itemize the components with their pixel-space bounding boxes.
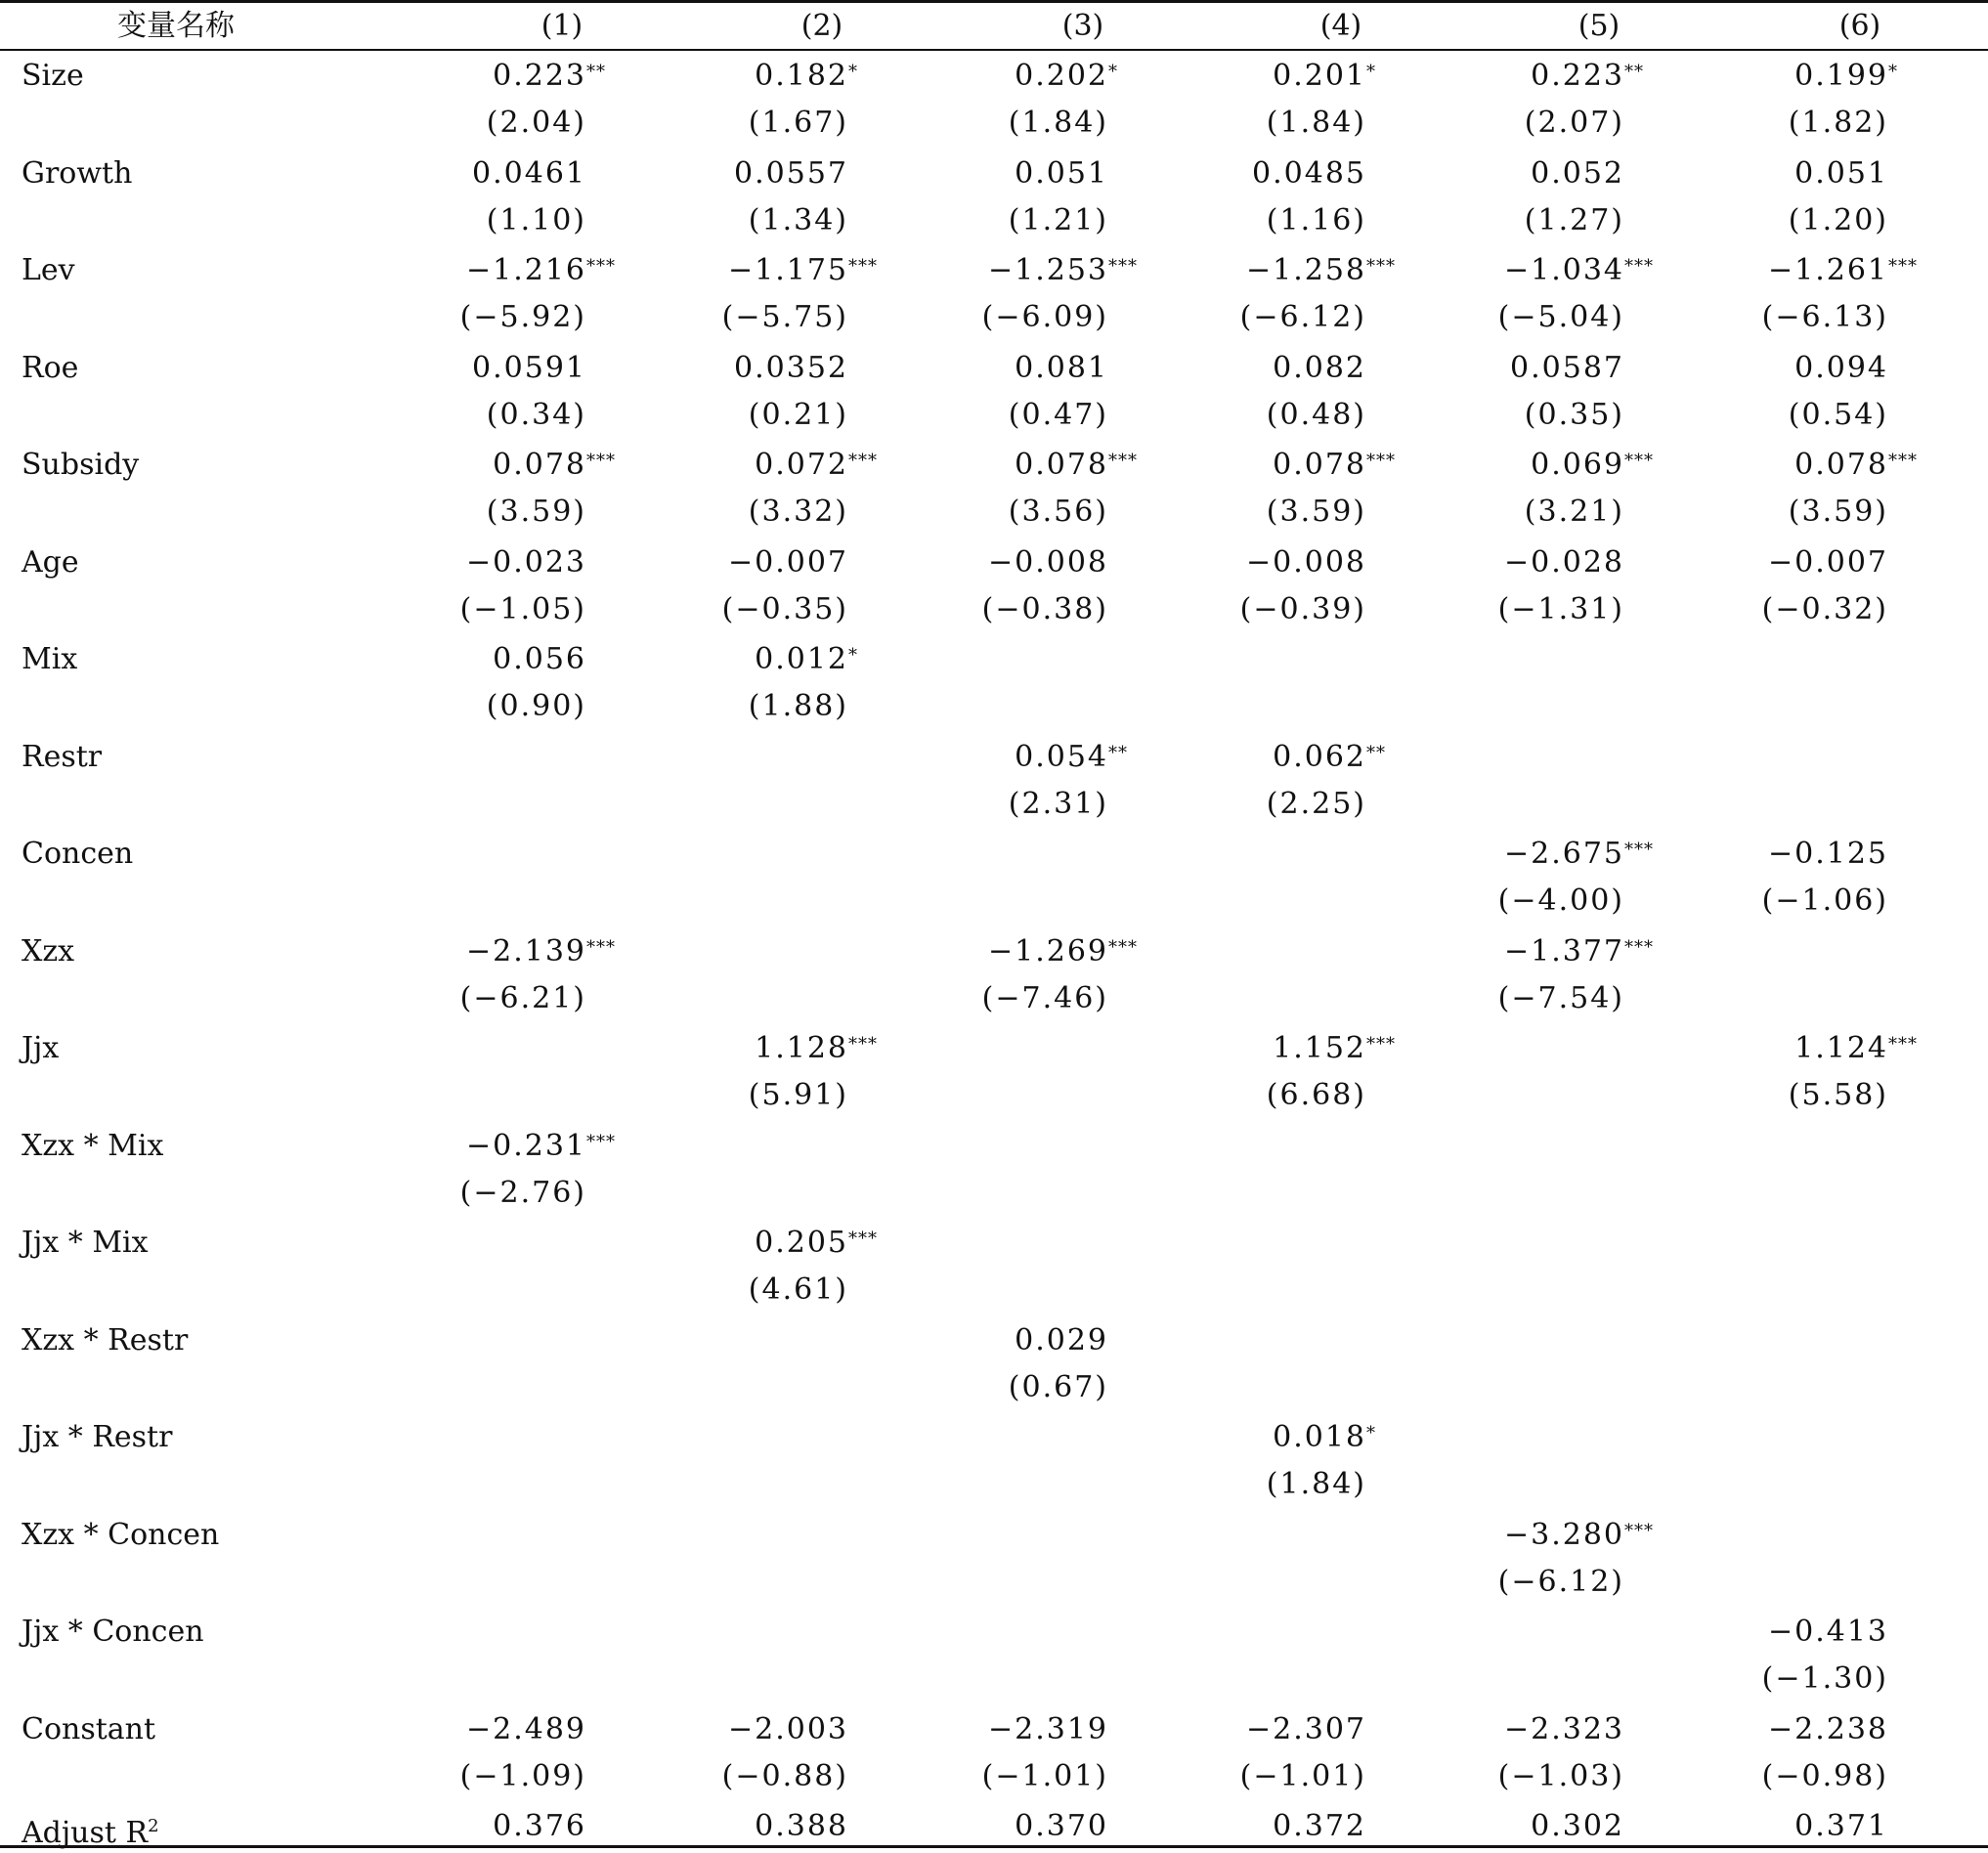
coef-cell [1246, 251, 1396, 290]
row-label: Age [22, 544, 79, 580]
row-label: Jjx [22, 1031, 60, 1065]
t-stat-cell: (−6.09) [981, 300, 1108, 334]
significance-stars: ** [1108, 742, 1128, 763]
significance-stars: * [1366, 62, 1376, 82]
coef-value: 0.072 [755, 448, 848, 482]
coef-value: 0.223 [1531, 59, 1624, 93]
significance-stars: *** [586, 451, 616, 471]
coef-value: −0.028 [1503, 544, 1624, 580]
significance-stars: *** [1624, 1520, 1654, 1541]
t-stat-cell: (−1.03) [1497, 1758, 1624, 1793]
coef-value: 0.201 [1273, 59, 1366, 93]
t-stat-cell: (−5.04) [1497, 300, 1624, 334]
header-col-1: (1) [540, 9, 583, 43]
t-stat-cell: (−6.13) [1761, 300, 1888, 334]
coef-cell [466, 932, 616, 971]
coef-value: 0.082 [1273, 350, 1366, 385]
coef-cell [755, 1029, 878, 1068]
coef-value: 0.018 [1273, 1420, 1366, 1454]
coef-cell [1768, 543, 1888, 582]
t-stat-cell: (0.90) [486, 689, 586, 723]
header-col-3: (3) [1061, 9, 1104, 43]
coef-cell [1768, 835, 1888, 874]
coef-value: 0.094 [1794, 350, 1888, 385]
header-col-2: (2) [800, 9, 843, 43]
adjr2-label-text: Adjust R [22, 1816, 149, 1850]
adjr2-value: 0.302 [1531, 1809, 1624, 1843]
coef-value: 0.054 [1015, 739, 1108, 774]
header-col-6: (6) [1838, 9, 1881, 43]
t-stat-cell: (−0.88) [721, 1758, 848, 1793]
coef-value: 0.078 [1015, 448, 1108, 482]
t-stat-cell: (2.07) [1524, 106, 1624, 140]
t-stat-cell: (−6.21) [459, 980, 586, 1015]
coef-value: −3.280 [1503, 1517, 1624, 1552]
t-stat-cell: (−7.46) [981, 980, 1108, 1015]
significance-stars: *** [1624, 256, 1654, 277]
t-stat-cell: (3.59) [486, 495, 586, 529]
t-stat-cell: (−7.54) [1497, 980, 1624, 1015]
coef-cell [1794, 349, 1888, 388]
coef-cell [1015, 154, 1108, 194]
coef-cell [1273, 738, 1386, 777]
significance-stars: *** [848, 451, 878, 471]
coef-value: −2.489 [465, 1711, 586, 1746]
coef-value: 0.078 [493, 448, 586, 482]
coef-value: −0.008 [987, 544, 1108, 580]
t-stat-cell: (5.58) [1788, 1078, 1888, 1112]
coef-cell [755, 446, 878, 485]
significance-stars: *** [586, 256, 616, 277]
coef-value: 0.199 [1794, 59, 1888, 93]
row-label: Xzx * Concen [22, 1517, 220, 1552]
t-stat-cell: (3.59) [1266, 495, 1366, 529]
coef-value: −2.238 [1767, 1711, 1888, 1746]
coef-cell [755, 57, 858, 96]
t-stat-cell: (1.10) [486, 202, 586, 237]
coef-cell [734, 154, 848, 194]
coef-cell [988, 1710, 1108, 1749]
coef-cell [1768, 251, 1918, 290]
coef-cell [1794, 446, 1918, 485]
coef-value: −2.307 [1245, 1711, 1366, 1746]
header-col-5: (5) [1577, 9, 1621, 43]
coef-value: −0.007 [727, 544, 848, 580]
coef-value: 0.052 [1531, 155, 1624, 191]
t-stat-cell: (−1.05) [459, 591, 586, 626]
significance-stars: *** [1366, 451, 1396, 471]
coef-cell [1246, 543, 1366, 582]
coef-cell [1246, 1710, 1366, 1749]
t-stat-cell: (1.27) [1524, 202, 1624, 237]
significance-stars: * [848, 645, 858, 666]
t-stat-cell: (3.56) [1008, 495, 1108, 529]
coef-value: −2.675 [1503, 837, 1624, 871]
adjr2-label [22, 1807, 159, 1850]
significance-stars: * [1366, 1423, 1376, 1444]
adjr2-value: 0.388 [755, 1809, 848, 1843]
coef-cell [1273, 349, 1366, 388]
t-stat-cell: (2.31) [1008, 786, 1108, 821]
coef-value: 0.051 [1015, 155, 1108, 191]
coef-value: −1.377 [1503, 933, 1624, 969]
coef-value: 0.078 [1794, 448, 1888, 482]
significance-stars: *** [1624, 840, 1654, 860]
coef-value: 0.0591 [472, 350, 586, 385]
coef-cell [1510, 349, 1624, 388]
coef-cell [472, 154, 586, 194]
top-rule [0, 0, 1988, 3]
coef-value: −2.003 [727, 1711, 848, 1746]
t-stat-cell: (6.68) [1266, 1078, 1366, 1112]
row-label: Jjx * Mix [22, 1226, 149, 1260]
significance-stars: *** [586, 1131, 616, 1152]
significance-stars: *** [848, 256, 878, 277]
t-stat-cell: (3.32) [748, 495, 848, 529]
coef-cell [755, 640, 858, 679]
t-stat-cell: (−0.98) [1761, 1758, 1888, 1793]
significance-stars: ** [586, 62, 606, 82]
coef-value: 0.0485 [1252, 155, 1366, 191]
coef-cell [1531, 57, 1644, 96]
t-stat-cell: (−0.39) [1239, 591, 1366, 626]
coef-value: −1.175 [727, 253, 848, 287]
coef-cell [1252, 154, 1366, 194]
coef-cell [472, 349, 586, 388]
t-stat-cell: (1.16) [1266, 202, 1366, 237]
coef-value: −1.034 [1503, 253, 1624, 287]
significance-stars: *** [1108, 256, 1138, 277]
coef-value: −0.231 [465, 1128, 586, 1163]
header-col-4: (4) [1319, 9, 1362, 43]
coef-value: 0.056 [493, 642, 586, 676]
t-stat-cell: (−1.31) [1497, 591, 1624, 626]
coef-cell [988, 251, 1138, 290]
coef-value: 1.124 [1794, 1031, 1888, 1065]
coef-cell [1768, 1613, 1888, 1652]
t-stat-cell: (−6.12) [1239, 300, 1366, 334]
row-label: Jjx * Restr [22, 1420, 173, 1454]
t-stat-cell: (2.25) [1266, 786, 1366, 821]
significance-stars: ** [1624, 62, 1644, 82]
coef-cell [1504, 543, 1624, 582]
adjr2-label-superscript: 2 [148, 1816, 159, 1836]
t-stat-cell: (3.21) [1524, 495, 1624, 529]
coef-value: 0.069 [1531, 448, 1624, 482]
row-label: Concen [22, 837, 134, 871]
t-stat-cell: (1.84) [1266, 1467, 1366, 1501]
significance-stars: *** [586, 936, 616, 958]
coef-value: 0.051 [1794, 155, 1888, 191]
header-variable-name: 变量名称 [117, 9, 235, 43]
coef-cell [988, 543, 1108, 582]
row-label: Jjx * Concen [22, 1615, 204, 1649]
significance-stars: *** [848, 1034, 878, 1055]
coef-cell [1273, 57, 1376, 96]
row-label: Growth [22, 155, 133, 191]
coef-cell [1504, 835, 1654, 874]
significance-stars: *** [1624, 451, 1654, 471]
t-stat-cell: (1.21) [1008, 202, 1108, 237]
coef-cell [493, 57, 606, 96]
coef-value: 0.182 [755, 59, 848, 93]
coef-value: −1.261 [1767, 253, 1888, 287]
t-stat-cell: (1.20) [1788, 202, 1888, 237]
adjr2-value: 0.371 [1794, 1809, 1888, 1843]
t-stat-cell: (1.84) [1266, 106, 1366, 140]
coef-value: −0.008 [1245, 544, 1366, 580]
t-stat-cell: (5.91) [748, 1078, 848, 1112]
t-stat-cell: (−2.76) [459, 1175, 586, 1210]
t-stat-cell: (2.04) [486, 106, 586, 140]
row-label: Constant [22, 1711, 156, 1746]
significance-stars: *** [1624, 936, 1654, 958]
t-stat-cell: (−6.12) [1497, 1564, 1624, 1599]
coef-cell [728, 1710, 848, 1749]
t-stat-cell: (0.21) [748, 397, 848, 432]
t-stat-cell: (1.82) [1788, 106, 1888, 140]
row-label: Xzx * Mix [22, 1128, 164, 1163]
coef-value: −2.323 [1503, 1711, 1624, 1746]
coef-cell [1273, 446, 1396, 485]
t-stat-cell: (−1.01) [1239, 1758, 1366, 1793]
coef-value: 0.012 [755, 642, 848, 676]
coef-value: 0.0461 [472, 155, 586, 191]
significance-stars: *** [1108, 451, 1138, 471]
coef-value: 0.205 [755, 1226, 848, 1260]
coef-cell [493, 640, 586, 679]
t-stat-cell: (1.84) [1008, 106, 1108, 140]
coef-cell [734, 349, 848, 388]
coef-value: 0.062 [1273, 739, 1366, 774]
row-label: Xzx [22, 933, 75, 969]
row-label: Restr [22, 739, 103, 774]
significance-stars: * [1888, 62, 1898, 82]
significance-stars: *** [1366, 256, 1396, 277]
header-rule [0, 49, 1988, 51]
coef-cell [493, 446, 616, 485]
adjr2-value: 0.370 [1015, 1809, 1108, 1843]
coef-value: 0.0587 [1510, 350, 1624, 385]
coef-value: 0.081 [1015, 350, 1108, 385]
coef-value: 0.029 [1015, 1322, 1108, 1357]
significance-stars: *** [1888, 1034, 1918, 1055]
t-stat-cell: (−0.32) [1761, 591, 1888, 626]
coef-value: −0.125 [1767, 837, 1888, 871]
t-stat-cell: (0.47) [1008, 397, 1108, 432]
coef-cell [728, 543, 848, 582]
coef-value: 0.202 [1015, 59, 1108, 93]
t-stat-cell: (−0.38) [981, 591, 1108, 626]
t-stat-cell: (3.59) [1788, 495, 1888, 529]
adjr2-value: 0.376 [493, 1809, 586, 1843]
t-stat-cell: (4.61) [748, 1272, 848, 1307]
t-stat-cell: (1.67) [748, 106, 848, 140]
coef-cell [466, 251, 616, 290]
bottom-rule [0, 1845, 1988, 1848]
coef-cell [1768, 1710, 1888, 1749]
significance-stars: *** [1108, 936, 1138, 958]
coef-value: 1.128 [755, 1031, 848, 1065]
coef-cell [1015, 446, 1138, 485]
t-stat-cell: (−5.92) [459, 300, 586, 334]
row-label: Mix [22, 642, 78, 676]
coef-value: −1.258 [1245, 253, 1366, 287]
t-stat-cell: (−0.35) [721, 591, 848, 626]
row-label: Size [22, 59, 84, 93]
coef-value: −1.253 [987, 253, 1108, 287]
coef-value: −1.269 [987, 933, 1108, 969]
significance-stars: * [848, 62, 858, 82]
coef-cell [728, 251, 878, 290]
coef-value: −0.023 [465, 544, 586, 580]
t-stat-cell: (−1.09) [459, 1758, 586, 1793]
coef-cell [988, 932, 1138, 971]
t-stat-cell: (−1.30) [1761, 1661, 1888, 1696]
coef-cell [1273, 1418, 1376, 1457]
coef-value: −0.007 [1767, 544, 1888, 580]
t-stat-cell: (1.34) [748, 202, 848, 237]
significance-stars: *** [1888, 256, 1918, 277]
coef-value: 0.0352 [734, 350, 848, 385]
coef-cell [466, 1127, 616, 1166]
coef-cell [1531, 446, 1654, 485]
coef-cell [466, 1710, 586, 1749]
t-stat-cell: (0.67) [1008, 1369, 1108, 1404]
coef-cell [1273, 1029, 1396, 1068]
t-stat-cell: (0.35) [1524, 397, 1624, 432]
coef-cell [1794, 154, 1888, 194]
t-stat-cell: (−1.01) [981, 1758, 1108, 1793]
row-label: Xzx * Restr [22, 1322, 189, 1357]
coef-cell [1504, 1710, 1624, 1749]
coef-value: 0.078 [1273, 448, 1366, 482]
coef-value: 1.152 [1273, 1031, 1366, 1065]
coef-cell [1015, 57, 1118, 96]
t-stat-cell: (1.88) [748, 689, 848, 723]
significance-stars: ** [1366, 742, 1386, 763]
row-label: Roe [22, 350, 79, 385]
row-label: Subsidy [22, 448, 140, 482]
significance-stars: *** [1366, 1034, 1396, 1055]
coef-cell [1504, 932, 1654, 971]
t-stat-cell: (0.48) [1266, 397, 1366, 432]
coef-cell [755, 1224, 878, 1263]
coef-cell [1015, 1321, 1108, 1360]
row-label: Lev [22, 253, 75, 287]
t-stat-cell: (−1.06) [1761, 883, 1888, 918]
adjr2-value: 0.372 [1273, 1809, 1366, 1843]
coef-cell [1504, 251, 1654, 290]
coef-value: 0.223 [493, 59, 586, 93]
t-stat-cell: (0.34) [486, 397, 586, 432]
coef-cell [1015, 349, 1108, 388]
coef-cell [1015, 738, 1128, 777]
coef-cell [1794, 1029, 1918, 1068]
coef-cell [466, 543, 586, 582]
coef-value: 0.0557 [734, 155, 848, 191]
coef-cell [1531, 154, 1624, 194]
t-stat-cell: (−4.00) [1497, 883, 1624, 918]
coef-cell [1504, 1516, 1654, 1555]
coef-value: −2.139 [465, 933, 586, 969]
t-stat-cell: (0.54) [1788, 397, 1888, 432]
coef-cell [1794, 57, 1898, 96]
coef-value: −0.413 [1767, 1615, 1888, 1649]
significance-stars: * [1108, 62, 1118, 82]
t-stat-cell: (−5.75) [721, 300, 848, 334]
significance-stars: *** [1888, 451, 1918, 471]
coef-value: −2.319 [987, 1711, 1108, 1746]
coef-value: −1.216 [465, 253, 586, 287]
significance-stars: *** [848, 1228, 878, 1249]
